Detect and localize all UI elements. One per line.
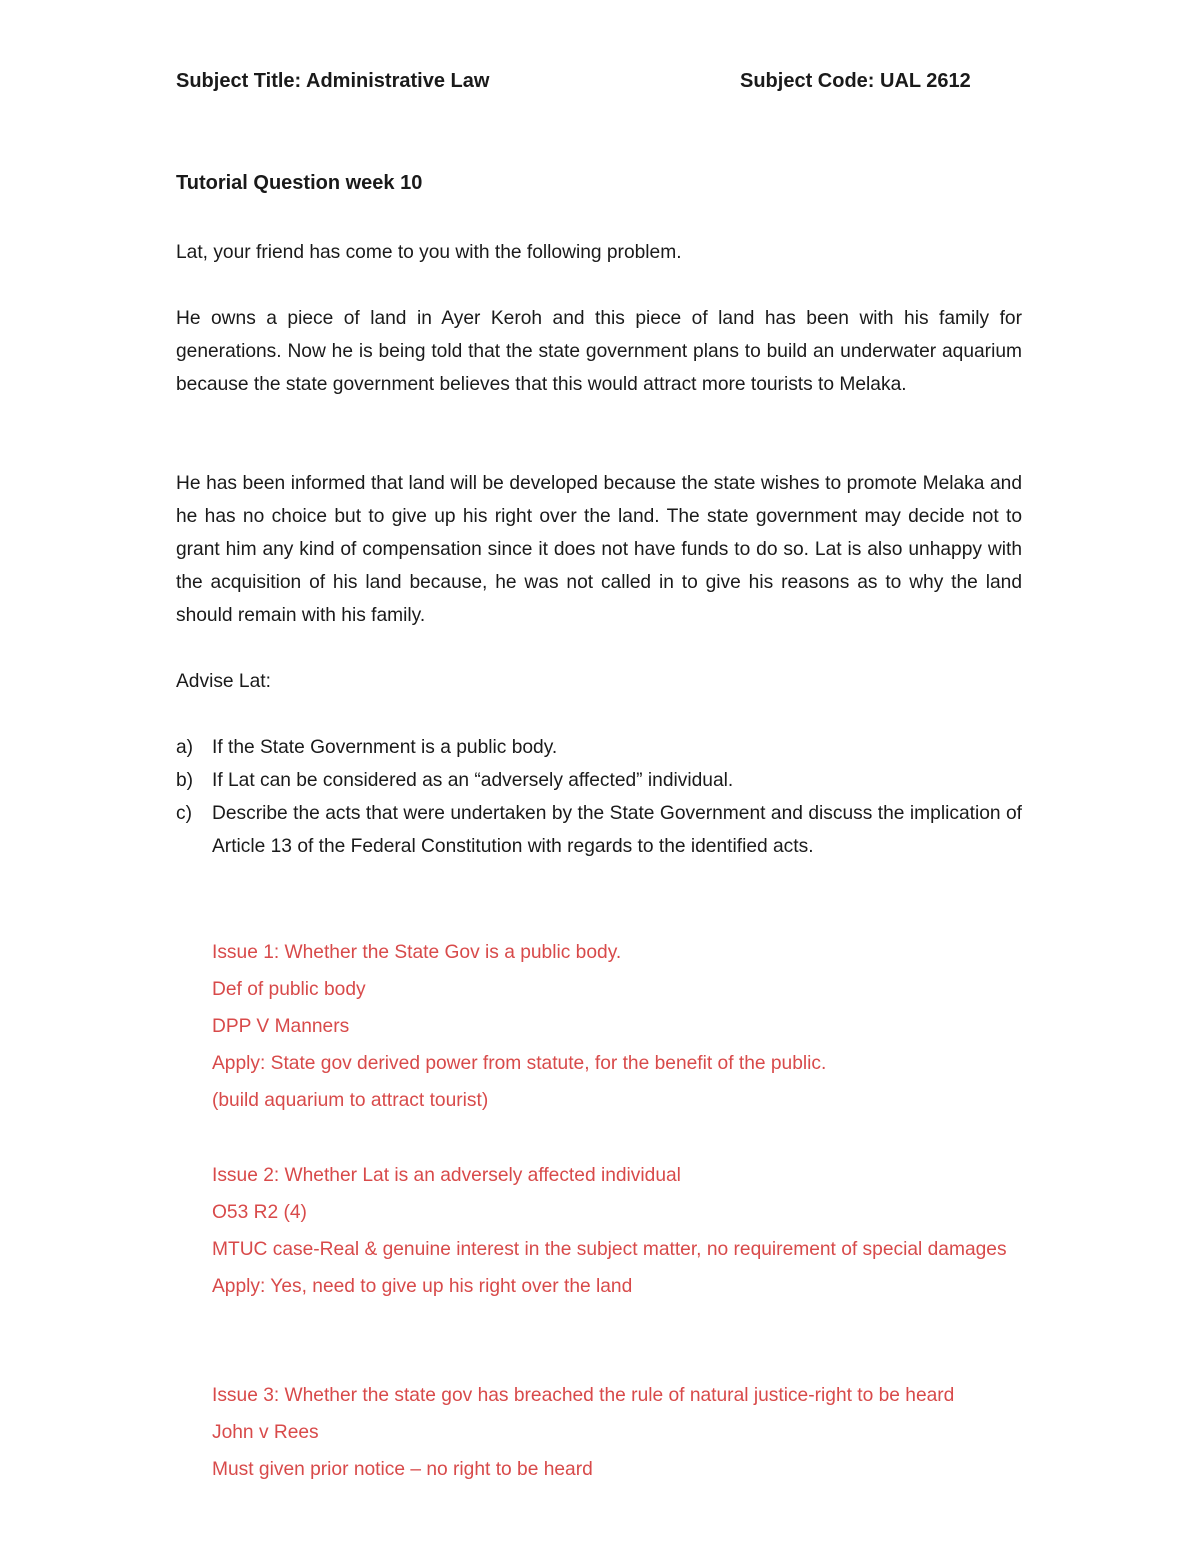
answer-line: Must given prior notice – no right to be heard bbox=[212, 1459, 593, 1480]
list-item bbox=[176, 797, 1022, 863]
answer-issue-3 bbox=[212, 1377, 1022, 1488]
intro-paragraph: Lat, your friend has come to you with the following problem. bbox=[176, 242, 682, 263]
question-list bbox=[176, 731, 1022, 863]
problem-paragraph-2: He has been informed that land will be developed because the state wishes to promote Melaka and he has no choice but to give up his right over the land. The state government may decide not to grant him any kind of compensation since it does not have funds to do so. Lat is also unhappy with the acquisition of his land because, he was not called in to give his reasons as to why the land should remain with his family. bbox=[176, 473, 1022, 626]
subject-code: Subject Code: UAL 2612 bbox=[740, 70, 971, 92]
question-text: Describe the acts that were undertaken by the State Government and discuss the implication of Article 13 of the Federal Constitution with regards to the identified acts. bbox=[212, 803, 1022, 857]
rule-citation: O53 R2 (4) bbox=[212, 1202, 307, 1223]
answer-issue-2 bbox=[212, 1157, 1022, 1305]
answer-line: (build aquarium to attract tourist) bbox=[212, 1090, 489, 1111]
problem-paragraph-1: He owns a piece of land in Ayer Keroh and this piece of land has been with his family for generations. Now he is being told that the state government plans to build an underwater aquarium because the state government believes that this would attract more tourists to Melaka. bbox=[176, 308, 1022, 395]
question-text: If the State Government is a public body. bbox=[212, 737, 558, 758]
case-citation: MTUC case-Real & genuine interest in the subject matter, no requirement of special damages bbox=[212, 1239, 1007, 1260]
question-marker: b) bbox=[176, 770, 194, 791]
question-marker: a) bbox=[176, 737, 194, 758]
answer-issue-1 bbox=[212, 934, 1022, 1119]
case-citation: John v Rees bbox=[212, 1422, 319, 1443]
advise-label: Advise Lat: bbox=[176, 671, 271, 692]
tutorial-title: Tutorial Question week 10 bbox=[176, 172, 423, 194]
answer-line: Apply: State gov derived power from statute, for the benefit of the public. bbox=[212, 1053, 827, 1074]
question-marker: c) bbox=[176, 803, 192, 824]
question-text: If Lat can be considered as an “adversely affected” individual. bbox=[212, 770, 734, 791]
answer-line: Def of public body bbox=[212, 979, 366, 1000]
issue-heading: Issue 3: Whether the state gov has breached the rule of natural justice-right to be heard bbox=[212, 1385, 955, 1406]
list-item bbox=[176, 764, 1022, 797]
document-header bbox=[176, 70, 976, 93]
answer-line: Apply: Yes, need to give up his right over the land bbox=[212, 1276, 633, 1297]
issue-heading: Issue 2: Whether Lat is an adversely affected individual bbox=[212, 1165, 681, 1186]
list-item bbox=[176, 731, 1022, 764]
issue-heading: Issue 1: Whether the State Gov is a public body. bbox=[212, 942, 622, 963]
case-citation: DPP V Manners bbox=[212, 1016, 350, 1037]
subject-title: Subject Title: Administrative Law bbox=[176, 70, 490, 92]
